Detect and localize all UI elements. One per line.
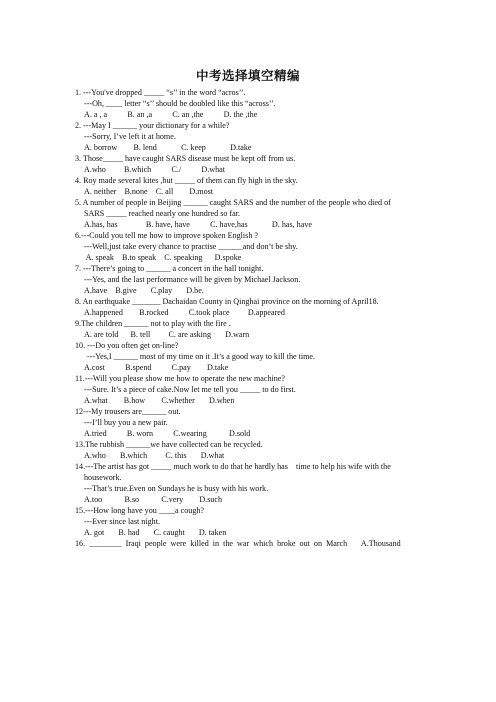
question-stem: 3. Those_____ have caught SARS disease must be kept off from us. bbox=[75, 154, 296, 163]
question-reply: ---I’ll buy you a new pair. bbox=[84, 418, 168, 427]
question-stem-continued: housework. bbox=[84, 473, 122, 482]
question-reply: ---Yes,I ______ most of my time on it .It’s a good way to kill the time. bbox=[87, 352, 316, 361]
question-stem: 8. An earthquake _______ Dachaidan County in Qinghai province on the morning of April18. bbox=[75, 297, 379, 306]
question-stem: 10. ---Do you often get on-line? bbox=[75, 341, 179, 350]
question-stem: 14.---The artist has got _____ much work to do that he hardly has time to help his wife with the bbox=[75, 462, 391, 471]
question-options: A. speak B.to speak C. speaking D.spoke bbox=[84, 253, 242, 262]
question-stem: 1. ---You've dropped _____ “s’’ in the word “acros’’. bbox=[75, 88, 246, 97]
question-stem: 6.---Could you tell me how to improve spoken English ? bbox=[75, 231, 258, 240]
question-options: A.who B.which C./ D.what bbox=[84, 165, 225, 174]
question-stem: 13.The rubbish ______we have collected can be recycled. bbox=[75, 440, 263, 449]
question-options: A.have B.give C.play D.be. bbox=[84, 286, 204, 295]
question-options: A.happened B.rocked C.took place D.appeared bbox=[84, 308, 285, 317]
question-4 bbox=[75, 175, 430, 197]
question-options: A.cost B.spend C.pay D.take bbox=[84, 363, 229, 372]
question-options: A.tried B. worn C.wearing D.sold bbox=[84, 429, 251, 438]
question-9 bbox=[75, 318, 430, 340]
question-5 bbox=[75, 197, 430, 230]
question-14 bbox=[75, 461, 430, 505]
question-2 bbox=[75, 120, 430, 153]
question-15 bbox=[75, 505, 430, 538]
question-list bbox=[75, 87, 430, 549]
question-stem: 7. ---There’s going to ______ a concert in the hall tonight. bbox=[75, 264, 264, 273]
question-3 bbox=[75, 153, 430, 175]
question-stem: 16. ________ Iraqi people were killed in the war which broke out on March A.Thousand bbox=[75, 539, 401, 548]
question-13 bbox=[75, 439, 430, 461]
question-reply: ---That’s true.Even on Sundays he is busy with his work. bbox=[84, 484, 269, 493]
question-stem: 2. ---May I ______ your dictionary for a while? bbox=[75, 121, 230, 130]
question-stem: 15.---How long have you ____a cough? bbox=[75, 506, 205, 515]
question-stem: 9.The children ______ not to play with the fire . bbox=[75, 319, 231, 328]
question-options: A. are told B. tell C. are asking D.warn bbox=[84, 330, 250, 339]
question-stem: 12---My trousers are______ out. bbox=[75, 407, 181, 416]
question-reply: ---Oh, ____ letter “s’’ should be doubled like this “across’’. bbox=[84, 99, 276, 108]
question-options: A. a , a B. an ,a C. an ,the D. the ,the bbox=[84, 110, 258, 119]
question-8 bbox=[75, 296, 430, 318]
question-reply: ---Sorry, I’ve left it at home. bbox=[84, 132, 176, 141]
question-stem: 4. Roy made several kites ,but _____ of them can fly high in the sky. bbox=[75, 176, 298, 185]
page-title: 中考选择填空精编 bbox=[195, 68, 300, 83]
question-12 bbox=[75, 406, 430, 439]
question-11 bbox=[75, 373, 430, 406]
question-stem: 11.---Will you please show me how to operate the new machine? bbox=[75, 374, 285, 383]
question-options: A. neither B.none C. all D.most bbox=[84, 187, 214, 196]
question-16 bbox=[75, 538, 430, 549]
question-reply: ---Sure. It’s a piece of cake.Now let me tell you _____ to do first. bbox=[84, 385, 296, 394]
question-stem-continued: SARS _____ reached nearly one hundred so far. bbox=[84, 209, 240, 218]
question-options: A. borrow B. lend C. keep D.take bbox=[84, 143, 252, 152]
question-7 bbox=[75, 263, 430, 296]
question-1 bbox=[75, 87, 430, 120]
question-options: A. got B. had C. caught D. taken bbox=[84, 528, 227, 537]
question-reply: ---Yes, and the last performance will be given by Michael Jackson. bbox=[84, 275, 301, 284]
question-options: A.who B.which C. this D.what bbox=[84, 451, 225, 460]
question-options: A.too B.so C.very D.such bbox=[84, 495, 223, 504]
question-6 bbox=[75, 230, 430, 263]
question-options: A.what B.how C.whether D.when bbox=[84, 396, 235, 405]
question-options: A.has, has B. have, have C. have,has D. has, have bbox=[84, 220, 312, 229]
question-10 bbox=[75, 340, 430, 373]
question-reply: ---Ever since last night. bbox=[84, 517, 160, 526]
question-stem: 5. A number of people in Beijing ______ caught SARS and the number of the people who died of bbox=[75, 198, 391, 207]
question-reply: ---Well,just take every chance to practise ______and don’t be shy. bbox=[84, 242, 298, 251]
